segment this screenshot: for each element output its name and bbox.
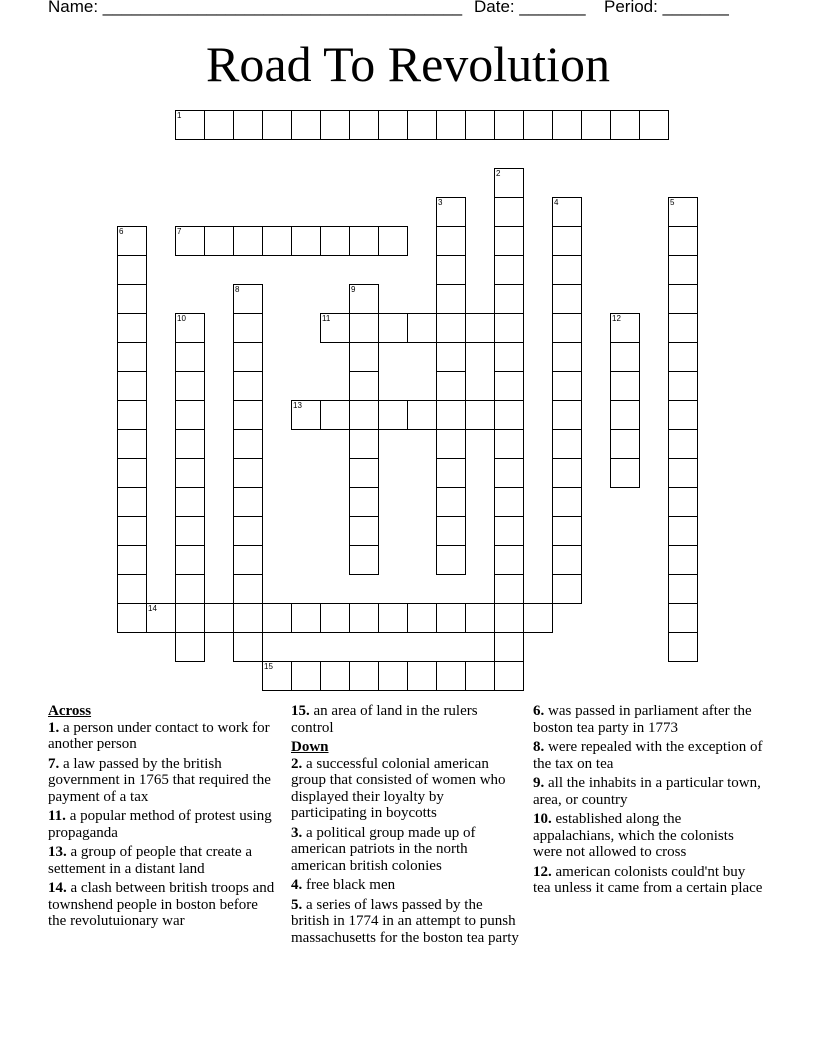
grid-cell[interactable] [494,574,524,604]
clue-number: 14 [148,604,157,613]
grid-cell[interactable] [262,226,292,256]
grid-cell[interactable] [233,545,263,575]
grid-cell[interactable] [378,661,408,691]
grid-cell[interactable] [552,197,582,227]
grid-cell[interactable] [668,429,698,459]
grid-cell[interactable] [494,632,524,662]
date-field[interactable]: Date: _______ [474,0,586,16]
grid-cell[interactable] [349,516,379,546]
grid-cell[interactable] [117,400,147,430]
grid-cell[interactable] [494,197,524,227]
grid-cell[interactable] [117,342,147,372]
grid-cell[interactable] [291,400,321,430]
grid-cell[interactable] [552,255,582,285]
grid-cell[interactable] [349,371,379,401]
grid-cell[interactable] [233,284,263,314]
grid-cell[interactable] [436,661,466,691]
grid-cell[interactable] [494,487,524,517]
grid-cell[interactable] [407,110,437,140]
grid-cell[interactable] [465,313,495,343]
grid-cell[interactable] [349,226,379,256]
clues-column-2 [291,703,523,949]
down-clue-4: 4. free black men [291,877,396,893]
grid-cell[interactable] [465,661,495,691]
grid-cell[interactable] [320,661,350,691]
grid-cell[interactable] [233,516,263,546]
grid-cell[interactable] [668,574,698,604]
grid-cell[interactable] [349,603,379,633]
grid-cell[interactable] [291,110,321,140]
grid-cell[interactable] [552,458,582,488]
across-clue-15: 15. an area of land in the rulers control [291,703,478,736]
grid-cell[interactable] [610,110,640,140]
grid-cell[interactable] [494,313,524,343]
across-clue-7: 7. a law passed by the british government in 1765 that required the payment of a tax [48,755,271,805]
grid-cell[interactable] [494,342,524,372]
grid-cell[interactable] [552,429,582,459]
grid-cell[interactable] [262,110,292,140]
grid-cell[interactable] [494,284,524,314]
grid-cell[interactable] [117,284,147,314]
grid-cell[interactable] [436,371,466,401]
grid-cell[interactable] [494,458,524,488]
grid-cell[interactable] [233,429,263,459]
grid-cell[interactable] [175,632,205,662]
grid-cell[interactable] [668,342,698,372]
grid-cell[interactable] [668,371,698,401]
down-clue-8: 8. were repealed with the exception of the tax on tea [533,739,763,772]
clue-number: 15 [264,662,273,671]
across-clue-11: 11. a popular method of protest using propaganda [48,808,272,841]
clue-number: 11 [322,314,331,323]
grid-cell[interactable] [204,110,234,140]
grid-cell[interactable] [146,603,176,633]
grid-cell[interactable] [407,400,437,430]
down-clue-2: 2. a successful colonial american group that consisted of women who displayed their loyalty by participating in boycotts [291,755,506,821]
grid-cell[interactable] [668,632,698,662]
grid-cell[interactable] [117,371,147,401]
grid-cell[interactable] [349,458,379,488]
grid-cell[interactable] [436,487,466,517]
clue-number: 2 [496,169,501,178]
down-clue-9: 9. all the inhabits in a particular town, area, or country [533,775,761,808]
grid-cell[interactable] [349,342,379,372]
grid-cell[interactable] [668,197,698,227]
grid-cell[interactable] [349,284,379,314]
grid-cell[interactable] [494,371,524,401]
grid-cell[interactable] [233,313,263,343]
grid-cell[interactable] [552,400,582,430]
grid-cell[interactable] [117,429,147,459]
grid-cell[interactable] [233,371,263,401]
grid-cell[interactable] [262,603,292,633]
grid-cell[interactable] [320,603,350,633]
down-heading: Down [291,739,329,755]
grid-cell[interactable] [465,603,495,633]
grid-cell[interactable] [349,545,379,575]
clue-number: 4 [554,198,559,207]
grid-cell[interactable] [117,313,147,343]
grid-cell[interactable] [349,661,379,691]
grid-cell[interactable] [291,661,321,691]
clue-number: 5 [670,198,675,207]
grid-cell[interactable] [668,226,698,256]
grid-cell[interactable] [610,400,640,430]
grid-cell[interactable] [175,226,205,256]
grid-cell[interactable] [117,226,147,256]
grid-cell[interactable] [175,400,205,430]
across-clue-14: 14. a clash between british troops and townshend people in boston before the revolutuionary war [48,880,275,929]
grid-cell[interactable] [320,226,350,256]
grid-cell[interactable] [175,429,205,459]
clue-number: 6 [119,227,124,236]
across-heading: Across [48,703,92,719]
grid-cell[interactable] [349,487,379,517]
grid-cell[interactable] [117,574,147,604]
clue-number: 8 [235,285,240,294]
grid-cell[interactable] [378,313,408,343]
grid-cell[interactable] [465,110,495,140]
grid-cell[interactable] [175,371,205,401]
grid-cell[interactable] [668,255,698,285]
grid-cell[interactable] [204,603,234,633]
grid-cell[interactable] [175,110,205,140]
grid-cell[interactable] [117,458,147,488]
grid-cell[interactable] [436,400,466,430]
clue-number: 12 [612,314,621,323]
grid-cell[interactable] [494,168,524,198]
grid-cell[interactable] [523,110,553,140]
grid-cell[interactable] [291,226,321,256]
clue-number: 7 [177,227,182,236]
across-clue-1: 1. a person under contact to work for another person [48,719,270,752]
grid-cell[interactable] [175,458,205,488]
grid-cell[interactable] [349,313,379,343]
grid-cell[interactable] [494,400,524,430]
grid-cell[interactable] [436,226,466,256]
grid-cell[interactable] [349,429,379,459]
grid-cell[interactable] [639,110,669,140]
grid-cell[interactable] [436,603,466,633]
grid-cell[interactable] [407,661,437,691]
grid-cell[interactable] [175,516,205,546]
grid-cell[interactable] [378,226,408,256]
grid-cell[interactable] [552,516,582,546]
grid-cell[interactable] [436,197,466,227]
down-clue-12: 12. american colonists could'nt buy tea unless it came from a certain place [533,863,763,896]
clue-number: 10 [177,314,186,323]
grid-cell[interactable] [117,255,147,285]
across-clue-13: 13. a group of people that create a settement in a distant land [48,844,253,877]
grid-cell[interactable] [581,110,611,140]
grid-cell[interactable] [117,487,147,517]
grid-cell[interactable] [349,400,379,430]
grid-cell[interactable] [436,545,466,575]
grid-cell[interactable] [668,313,698,343]
grid-cell[interactable] [610,371,640,401]
grid-cell[interactable] [175,545,205,575]
grid-cell[interactable] [233,487,263,517]
grid-cell[interactable] [523,603,553,633]
grid-cell[interactable] [378,603,408,633]
grid-cell[interactable] [552,371,582,401]
grid-cell[interactable] [407,313,437,343]
grid-cell[interactable] [436,429,466,459]
grid-cell[interactable] [175,342,205,372]
name-field[interactable]: Name: ______________________________________ [48,0,463,16]
down-clue-3: 3. a political group made up of american patriots in the north american british colonies [291,824,476,874]
grid-cell[interactable] [436,255,466,285]
grid-cell[interactable] [494,545,524,575]
grid-cell[interactable] [668,487,698,517]
clue-number: 9 [351,285,356,294]
grid-cell[interactable] [436,516,466,546]
clue-number: 13 [293,401,302,410]
grid-cell[interactable] [668,545,698,575]
grid-cell[interactable] [233,632,263,662]
grid-cell[interactable] [494,661,524,691]
grid-cell[interactable] [320,110,350,140]
grid-cell[interactable] [494,429,524,459]
grid-cell[interactable] [175,574,205,604]
grid-cell[interactable] [494,226,524,256]
grid-cell[interactable] [465,400,495,430]
grid-cell[interactable] [175,603,205,633]
grid-cell[interactable] [233,342,263,372]
grid-cell[interactable] [610,458,640,488]
grid-cell[interactable] [494,110,524,140]
grid-cell[interactable] [552,574,582,604]
down-clue-10: 10. established along the appalachians, which the colonists were not allowed to cross [533,811,734,860]
grid-cell[interactable] [233,110,263,140]
grid-cell[interactable] [320,313,350,343]
page-title: Road To Revolution [206,36,610,92]
grid-cell[interactable] [204,226,234,256]
grid-cell[interactable] [117,603,147,633]
grid-cell[interactable] [552,545,582,575]
grid-cell[interactable] [668,400,698,430]
grid-cell[interactable] [262,661,292,691]
grid-cell[interactable] [233,574,263,604]
clues-column-1 [48,703,280,933]
grid-cell[interactable] [552,487,582,517]
grid-cell[interactable] [552,342,582,372]
period-field[interactable]: Period: _______ [604,0,729,16]
grid-cell[interactable] [436,313,466,343]
grid-cell[interactable] [291,603,321,633]
grid-cell[interactable] [552,284,582,314]
grid-cell[interactable] [610,313,640,343]
grid-cell[interactable] [668,516,698,546]
grid-cell[interactable] [436,110,466,140]
grid-cell[interactable] [494,603,524,633]
grid-cell[interactable] [552,313,582,343]
grid-cell[interactable] [233,458,263,488]
grid-cell[interactable] [117,516,147,546]
grid-cell[interactable] [175,313,205,343]
grid-cell[interactable] [610,429,640,459]
grid-cell[interactable] [436,284,466,314]
grid-cell[interactable] [610,342,640,372]
grid-cell[interactable] [233,226,263,256]
grid-cell[interactable] [349,110,379,140]
grid-cell[interactable] [378,400,408,430]
down-clue-5: 5. a series of laws passed by the british in 1774 in an attempt to punsh massachusetts for the boston tea party [291,896,519,946]
grid-cell[interactable] [436,342,466,372]
grid-cell[interactable] [668,458,698,488]
grid-cell[interactable] [407,603,437,633]
down-clue-6: 6. was passed in parliament after the boston tea party in 1773 [533,703,752,736]
grid-cell[interactable] [233,603,263,633]
grid-cell[interactable] [233,400,263,430]
grid-cell[interactable] [494,255,524,285]
grid-cell[interactable] [117,545,147,575]
grid-cell[interactable] [494,516,524,546]
grid-cell[interactable] [175,487,205,517]
grid-cell[interactable] [668,603,698,633]
grid-cell[interactable] [378,110,408,140]
grid-cell[interactable] [552,110,582,140]
clues-column-3 [533,703,765,900]
clue-number: 3 [438,198,443,207]
grid-cell[interactable] [320,400,350,430]
clue-number: 1 [177,111,182,120]
grid-cell[interactable] [552,226,582,256]
grid-cell[interactable] [668,284,698,314]
grid-cell[interactable] [436,458,466,488]
